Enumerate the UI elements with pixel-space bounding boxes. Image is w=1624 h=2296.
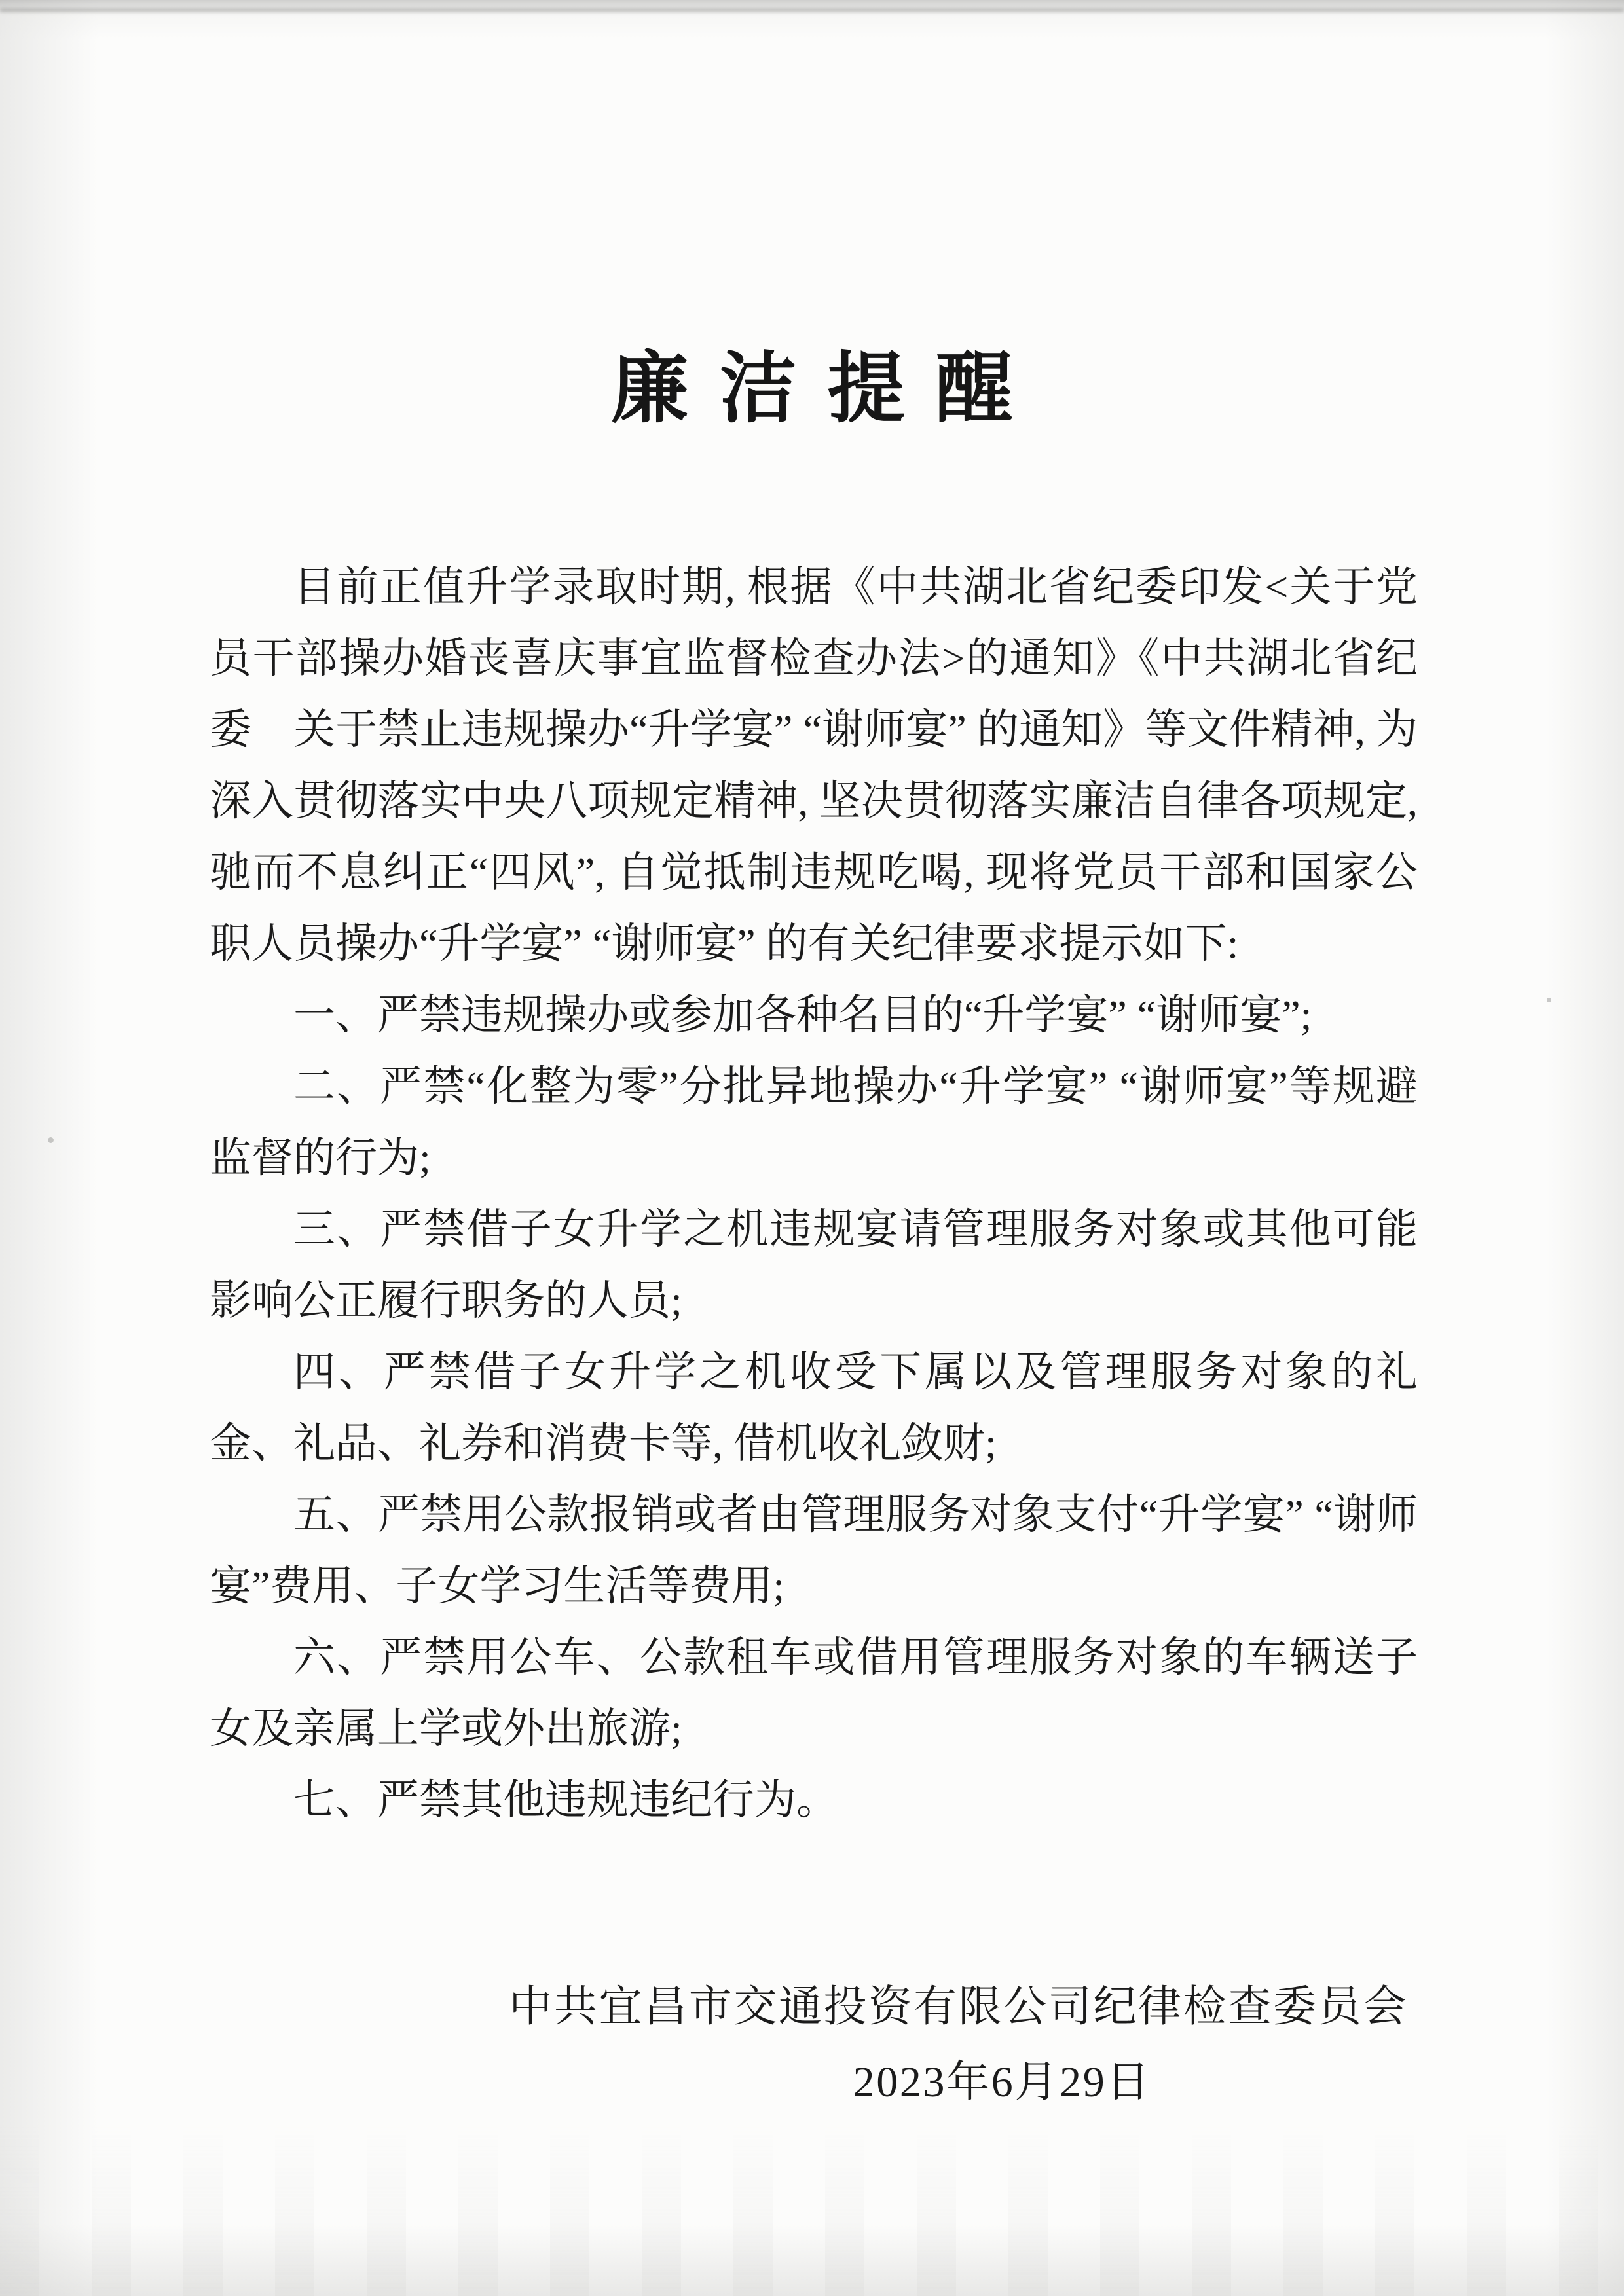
scan-speck [48,1137,54,1143]
signature-organization: 中共宜昌市交通投资有限公司纪律检查委员会 [509,1983,1408,2031]
document-title: 廉洁提醒 [611,346,1044,432]
scan-speck [1547,998,1551,1002]
scan-top-edge-shadow [0,9,1624,12]
body-paragraph: 三、严禁借子女升学之机违规宴请管理服务对象或其他可能影响公正履行职务的人员; [210,1206,1418,1324]
body-paragraph: 目前正值升学录取时期, 根据《中共湖北省纪委印发<关于党员干部操办婚丧喜庆事宜监督检查办法>的通知》《中共湖北省纪委 关于禁止违规操办“升学宴” “谢师宴” 的通知》等文件精神, 为深入贯彻落实中央八项规定精神, 坚决贯彻落实廉洁自律各项规定, 驰而不息纠正“四风”, 自觉抵制违规吃喝, 现将党员干部和国家公职人员操办“升学宴” “谢师宴” 的有关纪律要求提示如下: [210,564,1418,967]
body-paragraph: 七、严禁其他违规违纪行为。 [293,1777,838,1823]
body-paragraph: 二、严禁“化整为零”分批异地操办“升学宴” “谢师宴”等规避监督的行为; [210,1063,1418,1181]
signature-block [0,1969,1624,2120]
body-paragraph: 一、严禁违规操办或参加各种名目的“升学宴” “谢师宴”; [293,992,1312,1038]
signature-date: 2023年6月29日 [853,2058,1151,2106]
body-paragraph: 六、严禁用公车、公款租车或借用管理服务对象的车辆送子女及亲属上学或外出旅游; [210,1634,1418,1752]
document-body [210,551,1418,1836]
scan-bottom-streaks [0,2126,1624,2296]
body-paragraph: 四、严禁借子女升学之机收受下属以及管理服务对象的礼金、礼品、礼券和消费卡等, 借机收礼敛财; [210,1349,1418,1467]
body-paragraph: 五、严禁用公款报销或者由管理服务对象支付“升学宴” “谢师宴”费用、子女学习生活等费用; [210,1491,1418,1609]
